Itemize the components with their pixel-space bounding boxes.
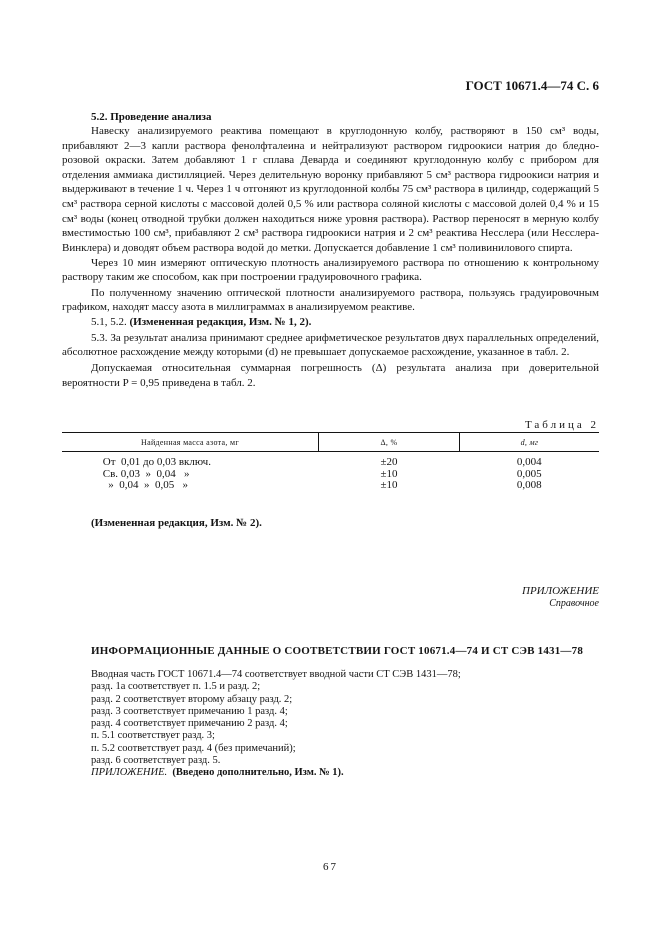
info-line-appendix-note bbox=[91, 767, 461, 779]
paragraph-5-3: 5.3. За результат анализа принимают среднее арифметическое результатов двух параллельных определений, абсолютное расхождение между которыми (d) не превышает допускаемое расхождение, указанное в табл. 2. bbox=[62, 331, 599, 359]
appendix-ref: ПРИЛОЖЕНИЕ. bbox=[91, 767, 168, 779]
info-line: разд. 3 соответствует примечанию 1 разд. 4; bbox=[91, 705, 288, 717]
table-row bbox=[62, 480, 599, 492]
amendment-note-2: (Измененная редакция, Изм. № 2). bbox=[91, 517, 262, 529]
table-cell-delta: ±10 bbox=[380, 479, 398, 491]
info-line: разд. 6 соответствует разд. 5. bbox=[91, 755, 221, 767]
info-line: п. 5.1 соответствует разд. 3; bbox=[91, 730, 215, 742]
info-title: ИНФОРМАЦИОННЫЕ ДАННЫЕ О СООТВЕТСТВИИ ГОСТ 10671.4—74 И СТ СЭВ 1431—78 bbox=[91, 645, 584, 657]
paragraph-tolerance: Допускаемая относительная суммарная погрешность (Δ) результата анализа при доверительной вероятности P = 0,95 приведена в табл. 2. bbox=[62, 362, 599, 389]
table-cell-d: 0,004 bbox=[516, 456, 542, 468]
amendment-1-label: (Измененная редакция, Изм. № 1, 2). bbox=[129, 316, 312, 329]
appendix-subtitle: Справочное bbox=[549, 598, 599, 609]
table-cell-range: От 0,01 до 0,03 включ. bbox=[102, 456, 211, 468]
page-number: 67 bbox=[323, 861, 338, 873]
amendment-1-prefix: 5.1, 5.2. bbox=[91, 316, 130, 329]
table-caption: Таблица 2 bbox=[524, 419, 599, 431]
info-line: разд. 1а соответствует п. 1.5 и разд. 2; bbox=[91, 681, 261, 693]
table-row bbox=[62, 452, 599, 469]
table-cell-range: Св. 0,03 » 0,04 » bbox=[102, 467, 190, 480]
info-line: разд. 2 соответствует второму абзацу разд. 2; bbox=[91, 693, 293, 705]
info-line: разд. 4 соответствует примечанию 2 разд. 4; bbox=[91, 718, 288, 730]
analysis-text bbox=[62, 124, 599, 390]
table-cell-d: 0,008 bbox=[516, 479, 542, 491]
info-list bbox=[91, 669, 461, 780]
paragraph-calculation: По полученному значению оптической плотности анализируемого раствора, пользуясь градуировочным графиком, находят массу азота в миллиграммах в анализируемом реактиве. bbox=[62, 286, 599, 314]
info-line: Вводная часть ГОСТ 10671.4—74 соответствует вводной части СТ СЭВ 1431—78; bbox=[91, 669, 461, 680]
table-cell-delta: ±10 bbox=[380, 467, 398, 480]
section-title: 5.2. Проведение анализа bbox=[91, 111, 212, 123]
table-cell-d: 0,005 bbox=[516, 467, 542, 480]
paragraph-procedure: Навеску анализируемого реактива помещают в круглодонную колбу, растворяют в 150 см³ воды, прибавляют 2—3 капли раствора фенолфталеина и нейтрализуют раствором гидроокиси натрия до бледно-розовой окраски. Затем добавляют 1 г сплава Деварда и соединяют круглодонную колбу с прибором для отделения аммиака дистилляцией. Через делительную воронку прибавляют 5 см³ раствора гидроокиси натрия и выдерживают в течение 1 ч. Через 1 ч отгоняют из круглодонной колбы 75 см³ раствора в цилиндр, содержащий 5 см³ раствора серной кислоты с массовой долей 0,5 % или раствора соляной кислоты с массовой долей 0,4 % и 15 см³ воды (конец отводной трубки должен находиться ниже уровня раствора). Раствор переносят в мерную колбу вместимостью 100 см³, прибавляют 2 см³ раствора гидроокиси натрия и 2 см³ реактива Несслера (или Несслера-Винклера) и доводят объем раствора водой до метки. Допускается добавление 1 см³ поливинилового спирта. bbox=[62, 125, 599, 254]
table-header-d: d, мг bbox=[460, 433, 600, 452]
table-cell-delta: ±20 bbox=[380, 456, 398, 468]
page-header: ГОСТ 10671.4—74 С. 6 bbox=[465, 78, 599, 93]
table-header-mass: Найденная масса азота, мг bbox=[62, 433, 319, 452]
table-header-delta: Δ, % bbox=[319, 433, 460, 452]
table-header-row bbox=[62, 433, 599, 452]
appendix-amendment: (Введено дополнительно, Изм. № 1). bbox=[172, 767, 344, 779]
accuracy-table bbox=[62, 432, 599, 492]
amendment-note-1 bbox=[62, 315, 599, 330]
paragraph-measurement: Через 10 мин измеряют оптическую плотность анализируемого раствора по отношению к контрольному раствору таким же способом, как при построении градуировочного графика. bbox=[62, 256, 599, 284]
appendix-title: ПРИЛОЖЕНИЕ bbox=[522, 585, 599, 597]
info-line: п. 5.2 соответствует разд. 4 (без примечаний); bbox=[91, 742, 296, 754]
table-cell-range: » 0,04 » 0,05 » bbox=[102, 479, 188, 491]
